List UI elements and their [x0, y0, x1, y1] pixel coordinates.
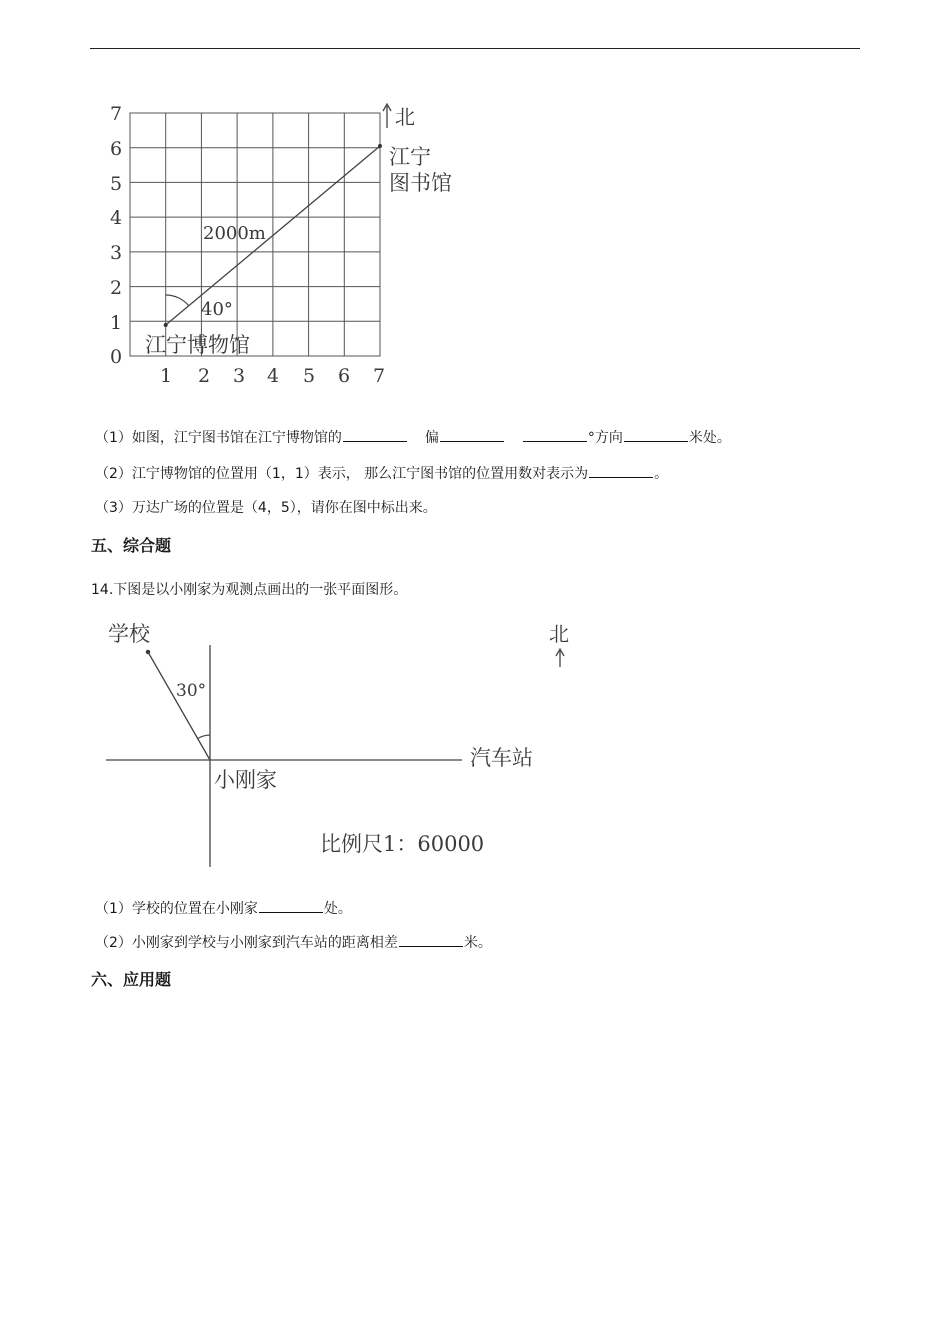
distance-label: 2000m — [203, 223, 266, 244]
y-tick: 5 — [110, 173, 123, 195]
angle-label: 40° — [201, 299, 233, 320]
x-tick: 7 — [373, 365, 386, 387]
library-point — [378, 144, 382, 148]
library-label: 图书馆 — [389, 171, 452, 195]
q14-part2: （2）小刚家到学校与小刚家到汽车站的距离相差 米。 — [95, 932, 492, 953]
x-tick: 5 — [303, 365, 316, 387]
x-tick: 3 — [233, 365, 246, 387]
x-tick: 6 — [338, 365, 351, 387]
grid-map-figure — [105, 98, 475, 390]
angle-arc — [197, 735, 210, 739]
x-tick: 2 — [198, 365, 211, 387]
answer-blank[interactable] — [589, 463, 653, 478]
y-tick: 6 — [110, 138, 123, 160]
y-tick: 2 — [110, 277, 123, 299]
answer-blank[interactable] — [523, 427, 587, 442]
answer-blank[interactable] — [259, 898, 323, 913]
angle-arc — [166, 295, 189, 306]
north-arrow-icon — [556, 649, 564, 667]
library-label: 江宁 — [389, 145, 431, 169]
school-line — [148, 652, 210, 760]
x-tick: 4 — [267, 365, 280, 387]
angle-label: 30° — [176, 681, 207, 701]
home-label: 小刚家 — [214, 768, 277, 792]
answer-blank[interactable] — [624, 427, 688, 442]
x-tick: 1 — [160, 365, 173, 387]
q13-part1: （1）如图，江宁图书馆在江宁博物馆的 偏 °方向 米处。 — [95, 427, 731, 448]
y-tick: 4 — [110, 207, 123, 229]
y-tick: 0 — [110, 346, 123, 368]
q13-part3: （3）万达广场的位置是（4，5），请你在图中标出来。 — [95, 500, 437, 516]
museum-point — [164, 323, 168, 327]
school-label: 学校 — [108, 622, 150, 646]
north-arrow-icon — [383, 104, 391, 128]
q13-part2: （2）江宁博物馆的位置用（1，1）表示， 那么江宁图书馆的位置用数对表示为 。 — [95, 463, 668, 484]
y-tick: 1 — [110, 312, 123, 334]
y-tick: 3 — [110, 242, 123, 264]
answer-blank[interactable] — [399, 932, 463, 947]
q14-intro: 14.下图是以小刚家为观测点画出的一张平面图形。 — [91, 582, 408, 598]
bus-station-label: 汽车站 — [470, 746, 533, 770]
north-label: 北 — [549, 622, 569, 646]
museum-label: 江宁博物馆 — [145, 333, 250, 357]
direction-map-figure — [100, 615, 580, 873]
section-heading: 五、综合题 — [91, 536, 172, 555]
north-label: 北 — [395, 105, 415, 129]
q14-part1: （1）学校的位置在小刚家 处。 — [95, 898, 352, 919]
header-rule — [90, 48, 860, 49]
scale-label: 比例尺1：60000 — [320, 832, 485, 856]
answer-blank[interactable] — [343, 427, 407, 442]
answer-blank[interactable] — [440, 427, 504, 442]
y-tick: 7 — [110, 103, 123, 125]
section-heading: 六、应用题 — [91, 970, 172, 989]
